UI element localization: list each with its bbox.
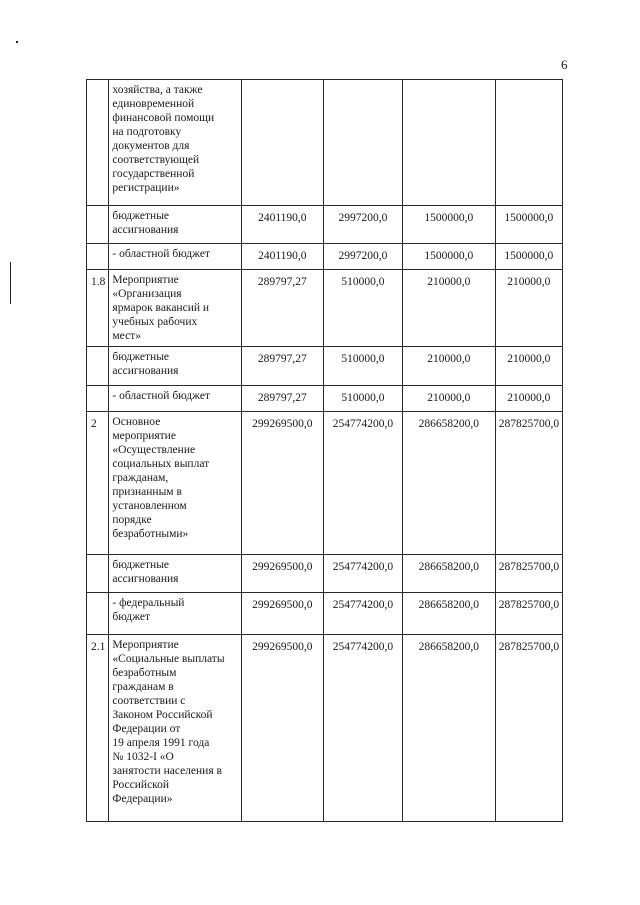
amount-cell-v1: 299269500,0 [241, 593, 323, 635]
description-line: порядке [112, 514, 152, 526]
description-line: хозяйства, а также [112, 84, 203, 96]
amount-cell-v3: 210000,0 [402, 347, 495, 386]
table-row [87, 270, 563, 347]
amount-cell-v4: 287825700,0 [495, 635, 562, 822]
description-line: - областной бюджет [112, 248, 210, 260]
row-index [87, 555, 109, 593]
row-index [87, 347, 109, 386]
description-line: Основное [112, 416, 161, 428]
amount-cell-v1: 299269500,0 [241, 412, 323, 555]
table-row [87, 206, 563, 244]
description-line: социальных выплат [112, 458, 210, 470]
description-line: занятости населения в [112, 765, 222, 777]
description-line: - федеральный [112, 597, 185, 609]
table-row [87, 80, 563, 206]
row-index [87, 593, 109, 635]
description-line: соответствующей [112, 154, 200, 166]
row-index [87, 386, 109, 412]
amount-cell-v1: 289797,27 [241, 386, 323, 412]
description-line: бюджетные [112, 559, 170, 571]
amount-cell-v4: 1500000,0 [495, 206, 562, 244]
description-line: Федерации от [112, 723, 181, 735]
description-line: «Социальные выплаты [112, 653, 225, 665]
description-line: установленном [112, 500, 187, 512]
row-description [109, 386, 241, 412]
amount-cell-v3: 210000,0 [402, 386, 495, 412]
description-line: на подготовку [112, 126, 182, 138]
amount-cell-v4: 210000,0 [495, 270, 562, 347]
amount-cell-v4: 1500000,0 [495, 244, 562, 270]
description-line: государственной [112, 168, 195, 180]
amount-cell-v3: 1500000,0 [402, 206, 495, 244]
description-line: «Осуществление [112, 444, 196, 456]
description-line: регистрации» [112, 182, 180, 194]
description-line: ярмарок вакансий и [112, 302, 210, 314]
amount-cell-v4 [495, 80, 562, 206]
description-line: ассигнования [112, 224, 179, 236]
amount-cell-v1 [241, 80, 323, 206]
amount-cell-v1: 289797,27 [241, 347, 323, 386]
description-line: бюджетные [112, 351, 170, 363]
description-line: финансовой помощи [112, 112, 215, 124]
row-index [87, 244, 109, 270]
row-description [109, 635, 241, 822]
amount-cell-v1: 2401190,0 [241, 244, 323, 270]
description-line: учебных рабочих [112, 316, 198, 328]
description-line: - областной бюджет [112, 390, 210, 402]
amount-cell-v3: 286658200,0 [402, 555, 495, 593]
table-row [87, 635, 563, 822]
amount-cell-v4: 287825700,0 [495, 555, 562, 593]
row-description [109, 270, 241, 347]
description-line: ассигнования [112, 365, 179, 377]
description-line: безработными» [112, 528, 189, 540]
description-line: гражданам в [112, 681, 174, 693]
description-line: единовременной [112, 98, 195, 110]
amount-cell-v1: 2401190,0 [241, 206, 323, 244]
description-line: мест» [112, 330, 141, 342]
row-description [109, 347, 241, 386]
description-line: № 1032-I «О [112, 751, 174, 763]
row-index [87, 206, 109, 244]
table-row [87, 386, 563, 412]
row-description [109, 80, 241, 206]
description-line: гражданам, [112, 472, 169, 484]
amount-cell-v4: 210000,0 [495, 347, 562, 386]
row-description [109, 244, 241, 270]
description-line: Федерации» [112, 793, 173, 805]
description-line: бюджетные [112, 210, 170, 222]
amount-cell-v3: 210000,0 [402, 270, 495, 347]
amount-cell-v4: 287825700,0 [495, 593, 562, 635]
row-index: 2.1 [87, 635, 109, 822]
description-line: документов для [112, 140, 190, 152]
description-line: признанным в [112, 486, 182, 498]
table-row [87, 244, 563, 270]
row-index [87, 80, 109, 206]
description-line: Мероприятие [112, 639, 179, 651]
table-row [87, 412, 563, 555]
amount-cell-v2 [323, 80, 402, 206]
table-row [87, 593, 563, 635]
description-line: ассигнования [112, 573, 179, 585]
amount-cell-v2: 254774200,0 [323, 412, 402, 555]
budget-table [86, 79, 563, 822]
amount-cell-v2: 2997200,0 [323, 206, 402, 244]
row-description [109, 555, 241, 593]
amount-cell-v2: 510000,0 [323, 270, 402, 347]
description-line: Мероприятие [112, 274, 179, 286]
scan-mark-line [10, 262, 11, 304]
row-index: 1.8 [87, 270, 109, 347]
amount-cell-v3: 286658200,0 [402, 412, 495, 555]
amount-cell-v1: 289797,27 [241, 270, 323, 347]
scan-speck [16, 41, 18, 43]
amount-cell-v2: 2997200,0 [323, 244, 402, 270]
amount-cell-v2: 254774200,0 [323, 555, 402, 593]
row-description [109, 593, 241, 635]
amount-cell-v1: 299269500,0 [241, 635, 323, 822]
description-line: Российской [112, 779, 170, 791]
amount-cell-v2: 510000,0 [323, 386, 402, 412]
row-description [109, 206, 241, 244]
description-line: Законом Российской [112, 709, 213, 721]
amount-cell-v3: 286658200,0 [402, 593, 495, 635]
amount-cell-v4: 287825700,0 [495, 412, 562, 555]
description-line: мероприятие [112, 430, 176, 442]
page-number: 6 [561, 57, 568, 72]
row-index: 2 [87, 412, 109, 555]
amount-cell-v3: 1500000,0 [402, 244, 495, 270]
amount-cell-v3: 286658200,0 [402, 635, 495, 822]
description-line: «Организация [112, 288, 182, 300]
amount-cell-v2: 254774200,0 [323, 593, 402, 635]
amount-cell-v4: 210000,0 [495, 386, 562, 412]
amount-cell-v1: 299269500,0 [241, 555, 323, 593]
description-line: бюджет [112, 611, 151, 623]
description-line: 19 апреля 1991 года [112, 737, 210, 749]
description-line: соответствии с [112, 695, 186, 707]
amount-cell-v3 [402, 80, 495, 206]
table-row [87, 555, 563, 593]
amount-cell-v2: 254774200,0 [323, 635, 402, 822]
amount-cell-v2: 510000,0 [323, 347, 402, 386]
row-description [109, 412, 241, 555]
description-line: безработным [112, 667, 177, 679]
table-row [87, 347, 563, 386]
